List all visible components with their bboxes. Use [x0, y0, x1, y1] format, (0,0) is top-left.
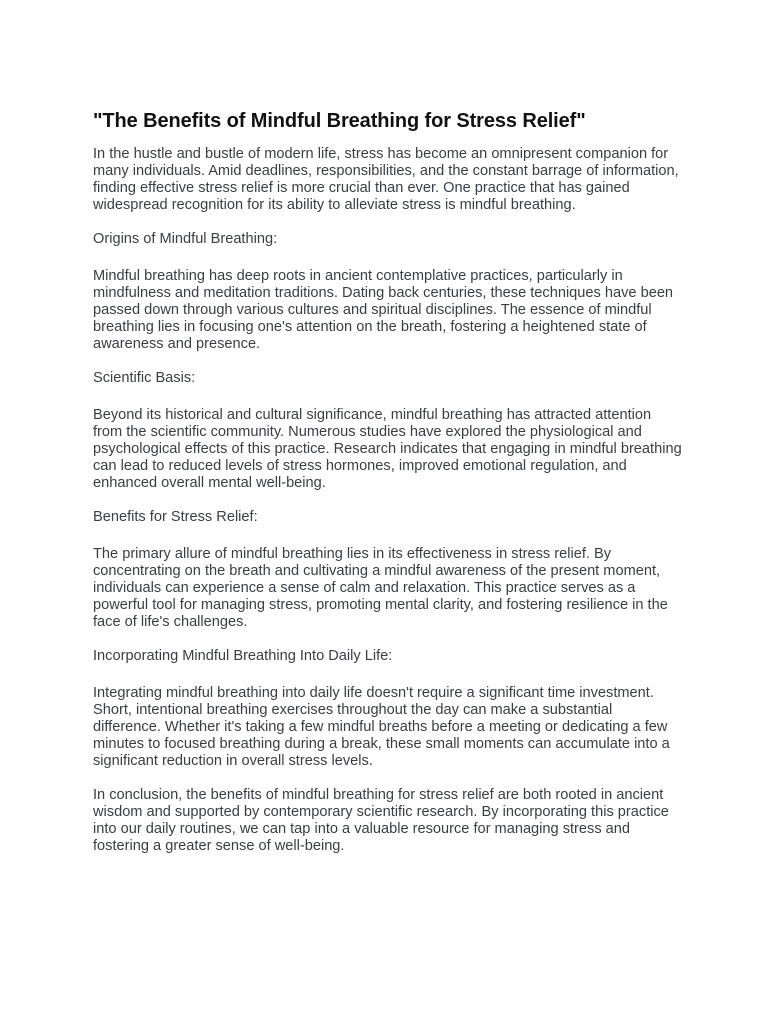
- document-page: [93, 108, 683, 855]
- intro-paragraph: In the hustle and bustle of modern life, stress has become an omnipresent companion for many individuals. Amid deadlines, responsibilities, and the constant barrage of information, finding effective stress relief is more crucial than ever. One practice that has gained widespread recognition for its ability to alleviate stress is mindful breathing.: [93, 146, 679, 213]
- section-heading-origins: Origins of Mindful Breathing:: [93, 231, 278, 247]
- section-body-daily-life: Integrating mindful breathing into daily life doesn't require a significant time investment. Short, intentional breathing exercises throughout the day can make a substantial difference. Whether it's taking a few mindful breaths before a meeting or dedicating a few minutes to focused breathing during a break, these small moments can accumulate into a significant reduction in overall stress levels.: [93, 685, 670, 769]
- section-heading-benefits: Benefits for Stress Relief:: [93, 509, 258, 525]
- section-heading-scientific-basis: Scientific Basis:: [93, 370, 196, 386]
- conclusion-paragraph: In conclusion, the benefits of mindful breathing for stress relief are both rooted in ancient wisdom and supported by contemporary scientific research. By incorporating this practice into our daily routines, we can tap into a valuable resource for managing stress and fostering a greater sense of well-being.: [93, 787, 669, 854]
- section-body-benefits: The primary allure of mindful breathing lies in its effectiveness in stress relief. By concentrating on the breath and cultivating a mindful awareness of the present moment, individuals can experience a sense of calm and relaxation. This practice serves as a powerful tool for managing stress, promoting mental clarity, and fostering resilience in the face of life's challenges.: [93, 546, 668, 630]
- document-title: "The Benefits of Mindful Breathing for Stress Relief": [93, 110, 586, 132]
- section-heading-daily-life: Incorporating Mindful Breathing Into Daily Life:: [93, 648, 393, 664]
- section-body-scientific-basis: Beyond its historical and cultural significance, mindful breathing has attracted attention from the scientific community. Numerous studies have explored the physiological and psychological effects of this practice. Research indicates that engaging in mindful breathing can lead to reduced levels of stress hormones, improved emotional regulation, and enhanced overall mental well-being.: [93, 407, 682, 491]
- section-body-origins: Mindful breathing has deep roots in ancient contemplative practices, particularly in mindfulness and meditation traditions. Dating back centuries, these techniques have been passed down through various cultures and spiritual disciplines. The essence of mindful breathing lies in focusing one's attention on the breath, fostering a heightened state of awareness and presence.: [93, 268, 674, 352]
